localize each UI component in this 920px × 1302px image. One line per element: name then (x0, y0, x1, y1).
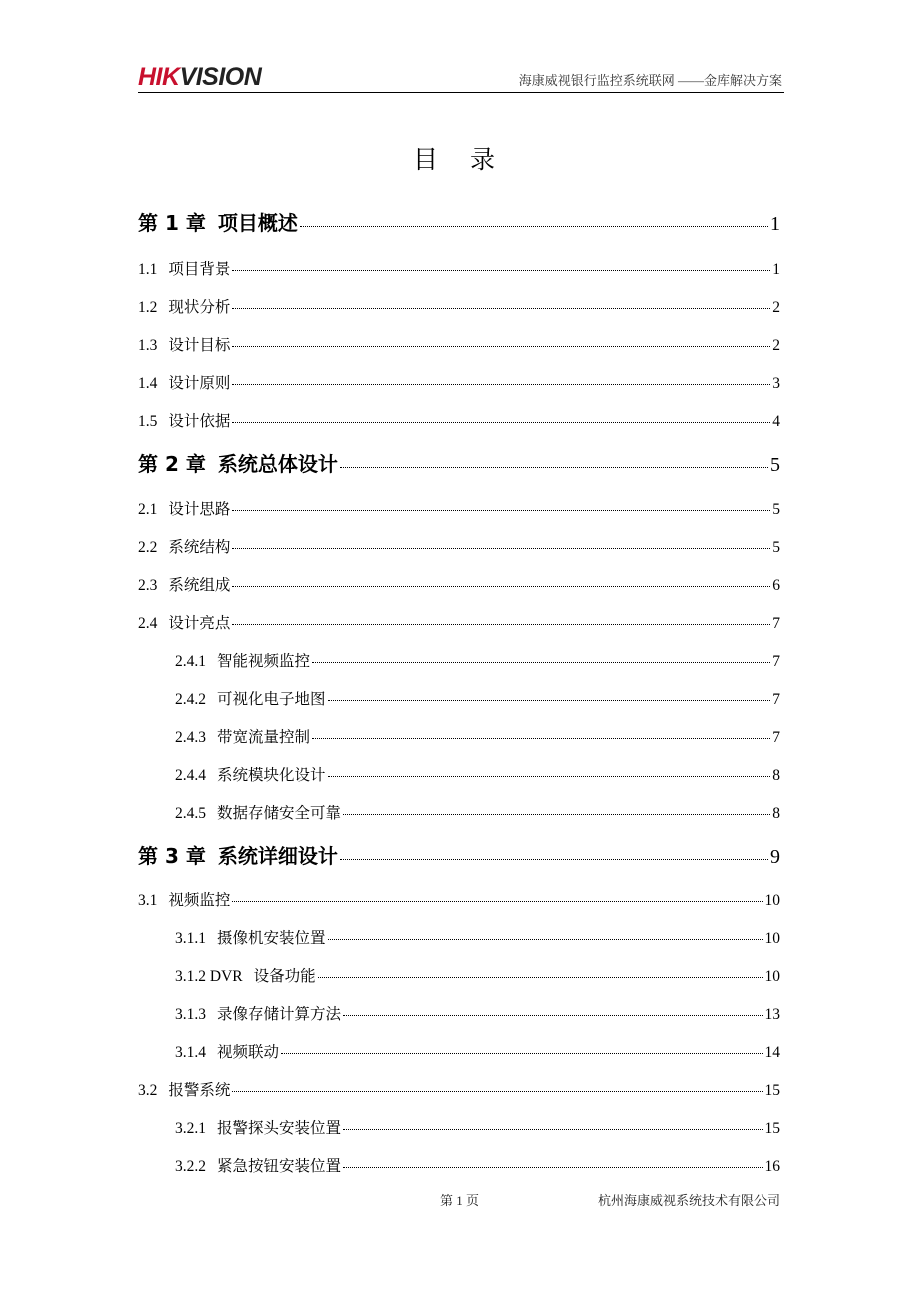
toc-page-number: 2 (772, 337, 780, 354)
document-title: 目 录 (413, 145, 507, 174)
toc-page-number: 1 (772, 261, 780, 278)
toc-label: 摄像机安装位置 (217, 929, 326, 947)
toc-number: 2.4.4 (175, 767, 206, 784)
toc-label: 项目背景 (168, 260, 231, 278)
toc-number: 3.1 (138, 892, 158, 909)
toc-label: 系统总体设计 (217, 452, 338, 476)
toc-label: 系统结构 (168, 538, 231, 556)
header-title: 海康威视银行监控系统联网 ——金库解决方案 (518, 73, 782, 88)
toc-dot-leader (232, 270, 770, 271)
toc-label: 设计目标 (168, 336, 231, 354)
toc-label: 设备功能 (253, 967, 316, 985)
toc-number: 2.1 (138, 501, 158, 518)
toc-dot-leader (232, 586, 770, 587)
toc-label: 录像存储计算方法 (217, 1005, 342, 1023)
toc-page-number: 5 (770, 454, 780, 476)
toc-label: 系统组成 (168, 576, 231, 594)
toc-entry[interactable] (138, 1083, 780, 1099)
toc-dot-leader (232, 346, 770, 347)
toc-page-number: 2 (772, 299, 780, 316)
toc-entry[interactable] (175, 654, 780, 670)
toc-page-number: 13 (764, 1006, 780, 1023)
toc-label: 系统模块化设计 (217, 766, 326, 784)
toc-number: 1.2 (138, 299, 158, 316)
toc-page-number: 1 (770, 213, 780, 235)
toc-page-number: 6 (772, 577, 780, 594)
toc-label: 系统详细设计 (217, 844, 338, 868)
toc-page-number: 7 (772, 691, 780, 708)
toc-label: 数据存储安全可靠 (217, 804, 342, 822)
toc-page-number: 8 (772, 805, 780, 822)
toc-label: 智能视频监控 (217, 652, 311, 670)
toc-dot-leader (232, 510, 770, 511)
toc-entry[interactable] (138, 893, 780, 909)
toc-page-number: 8 (772, 767, 780, 784)
toc-entry[interactable] (175, 692, 780, 708)
toc-number: 3.2.2 (175, 1158, 206, 1175)
toc-chapter[interactable] (138, 213, 780, 234)
toc-entry[interactable] (138, 338, 780, 354)
toc-number: 2.4.1 (175, 653, 206, 670)
toc-number: 第 3 章 (138, 844, 206, 868)
toc-label: 报警系统 (168, 1081, 231, 1099)
toc-page-number: 10 (764, 930, 780, 947)
toc-entry[interactable] (175, 1045, 780, 1061)
toc-dot-leader (232, 422, 770, 423)
toc-number: 3.1.3 (175, 1006, 206, 1023)
toc-number: 3.1.1 (175, 930, 206, 947)
toc-page-number: 10 (764, 968, 780, 985)
toc-entry[interactable] (138, 578, 780, 594)
toc-number: 3.2 (138, 1082, 158, 1099)
toc-label: 带宽流量控制 (217, 728, 311, 746)
toc-page-number: 7 (772, 653, 780, 670)
toc-entry[interactable] (138, 376, 780, 392)
toc-number: 2.4.2 (175, 691, 206, 708)
toc-label: 设计依据 (168, 412, 231, 430)
toc-dot-leader (232, 624, 770, 625)
toc-label: 紧急按钮安装位置 (217, 1157, 342, 1175)
toc-entry[interactable] (175, 768, 780, 784)
toc-number: 2.4.3 (175, 729, 206, 746)
toc-number: 1.1 (138, 261, 158, 278)
toc-dot-leader (328, 700, 771, 701)
toc-page-number: 10 (764, 892, 780, 909)
toc-label: 视频联动 (217, 1043, 280, 1061)
toc-dot-leader (232, 1091, 762, 1092)
toc-dot-leader (343, 1015, 762, 1016)
toc-label: 设计亮点 (168, 614, 231, 632)
toc-page-number: 16 (764, 1158, 780, 1175)
toc-dot-leader (232, 308, 770, 309)
toc-label: 报警探头安装位置 (217, 1119, 342, 1137)
toc-label: 设计思路 (168, 500, 231, 518)
toc-dot-leader (232, 384, 770, 385)
toc-page-number: 3 (772, 375, 780, 392)
toc-label: 视频监控 (168, 891, 231, 909)
footer-company: 杭州海康威视系统技术有限公司 (597, 1193, 780, 1208)
toc-dot-leader (340, 467, 768, 468)
toc-label: 现状分析 (168, 298, 231, 316)
toc-dot-leader (343, 814, 770, 815)
toc-entry[interactable] (138, 414, 780, 430)
toc-page-number: 7 (772, 729, 780, 746)
toc-dot-leader (312, 662, 770, 663)
toc-page-number: 5 (772, 501, 780, 518)
toc-dot-leader (328, 776, 771, 777)
toc-chapter[interactable] (138, 454, 780, 475)
toc-entry[interactable] (138, 616, 780, 632)
toc-label: 项目概述 (217, 211, 298, 235)
toc-dot-leader (232, 548, 770, 549)
toc-number: 2.4 (138, 615, 158, 632)
toc-page-number: 14 (764, 1044, 780, 1061)
toc-dot-leader (281, 1053, 762, 1054)
toc-number: 1.4 (138, 375, 158, 392)
footer-page-number: 第 1 页 (440, 1193, 480, 1208)
toc-page-number: 5 (772, 539, 780, 556)
toc-number: 1.3 (138, 337, 158, 354)
toc-entry[interactable] (175, 730, 780, 746)
toc-number: 2.4.5 (175, 805, 206, 822)
toc-entry[interactable] (175, 1121, 780, 1137)
toc-entry[interactable] (138, 540, 780, 556)
toc-entry[interactable] (175, 1159, 780, 1175)
toc-entry[interactable] (175, 1007, 780, 1023)
hikvision-logo: HIKVISION (138, 63, 262, 91)
toc-number: 3.1.2 DVR (175, 968, 243, 985)
toc-entry[interactable] (138, 502, 780, 518)
toc-number: 第 2 章 (138, 452, 206, 476)
toc-dot-leader (318, 977, 763, 978)
toc-page-number: 9 (770, 846, 780, 868)
toc-dot-leader (312, 738, 770, 739)
toc-dot-leader (232, 901, 762, 902)
toc-number: 2.3 (138, 577, 158, 594)
toc-dot-leader (343, 1129, 762, 1130)
toc-number: 2.2 (138, 539, 158, 556)
toc-entry[interactable] (175, 931, 780, 947)
toc-chapter[interactable] (138, 846, 780, 867)
toc-entry[interactable] (175, 806, 780, 822)
toc-page-number: 15 (764, 1120, 780, 1137)
toc-page-number: 7 (772, 615, 780, 632)
toc-label: 设计原则 (168, 374, 231, 392)
toc-entry[interactable] (138, 300, 780, 316)
toc-page-number: 4 (772, 413, 780, 430)
toc-dot-leader (340, 859, 768, 860)
toc-label: 可视化电子地图 (217, 690, 326, 708)
toc-number: 第 1 章 (138, 211, 206, 235)
toc-number: 1.5 (138, 413, 158, 430)
toc-dot-leader (328, 939, 763, 940)
toc-number: 3.2.1 (175, 1120, 206, 1137)
toc-number: 3.1.4 (175, 1044, 206, 1061)
toc-page-number: 15 (764, 1082, 780, 1099)
toc-dot-leader (300, 226, 768, 227)
toc-dot-leader (343, 1167, 762, 1168)
toc-entry[interactable] (138, 262, 780, 278)
toc-entry[interactable] (175, 969, 780, 985)
